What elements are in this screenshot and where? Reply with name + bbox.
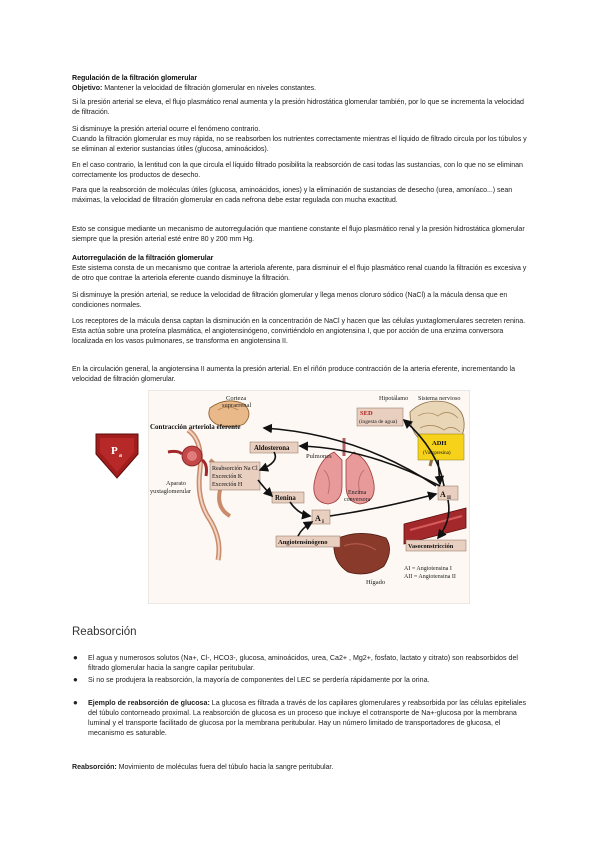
label-angiotensinogeno: Angiotensinógeno [278, 539, 328, 546]
label-aparato: Aparato [166, 480, 186, 487]
label-hipotalamo: Hipotálamo [379, 395, 409, 402]
objective-label: Objetivo: [72, 84, 103, 92]
label-yuxtaglomerular: yuxtaglomerular [150, 488, 191, 495]
section-title-autoregulation: Autorregulación de la filtración glomerular [72, 254, 214, 262]
label-excrecion-k: Excreción K [212, 474, 243, 480]
objective-text: Mantener la velocidad de filtración glomerular en niveles constantes. [102, 84, 317, 92]
label-enzima: Enzima [348, 490, 367, 496]
svg-text:Corteza: Corteza [226, 395, 247, 402]
label-pulmones: Pulmones [306, 453, 332, 460]
pa-label: P [111, 445, 118, 457]
section-title-reabsorption: Reabsorción [72, 626, 137, 638]
bullet-item [73, 698, 528, 738]
paragraph: Este sistema consta de un mecanismo que contrae la arteriola aferente, para disminuir el el flujo plasmático renal cuando la filtración es excesiva y de otro que contrae la arteriola eferente cuando disminuye la filtración. [72, 264, 527, 282]
definition-line [72, 762, 530, 772]
bullet-icon: ● [73, 675, 78, 684]
label-contraccion: Contracción arteriola eferente [150, 423, 241, 431]
label-conversora: conversora [344, 497, 371, 503]
definition-label: Reabsorción: [72, 763, 117, 771]
renin-angiotensin-diagram [148, 390, 470, 604]
paragraph: Cuando la filtración glomerular es muy rápida, no se reabsorben los nutrientes correctamente mientras el líquido de filtrado circula por los túbulos y se eliminan al exterior sustancias útiles (glucosa, aminoácidos). [72, 135, 527, 153]
svg-text:suprarrenal: suprarrenal [222, 402, 252, 409]
paragraph: Si disminuye la presión arterial ocurre el fenómeno contrario. [72, 125, 261, 133]
adh-box [418, 434, 464, 460]
bullet-item [73, 653, 528, 673]
bullet-icon: ● [73, 698, 78, 707]
label-sistema-nervioso: Sistema nervioso [418, 395, 461, 402]
paragraph: En el caso contrario, la lentitud con la que circula el líquido filtrado posibilita la reabsorción de casi todas las sustancias, con lo que no se eliminan correctamente los productos de desecho. [72, 161, 523, 179]
label-excrecion-h: Excreción H [212, 482, 243, 488]
legend-angiotensina-1: AI = Angiotensina I [404, 566, 452, 572]
objective-line [72, 83, 530, 93]
bullet-item [73, 675, 528, 685]
bullet-text: La glucosa es filtrada a través de los capilares glomerulares y reabsorbida por las células epiteliales del túbulo contorneado proximal. La reabsorción de glucosa es un proceso que incluye el cotransporte de Na+-glucosa por la membrana luminal y el transporte facilitado de glucosa por la membrana peritubular. Hay un número limitado de transportadores de glucosa, el mecanismo es saturable. [88, 699, 527, 737]
label-higado: Hígado [366, 579, 386, 586]
paragraph: Si la presión arterial se eleva, el flujo plasmático renal aumenta y la presión hidrostática glomerular también, por lo que se incrementa la velocidad de filtración. [72, 98, 524, 116]
section-title-regulation: Regulación de la filtración glomerular [72, 74, 198, 82]
paragraph: Si disminuye la presión arterial, se reduce la velocidad de filtración glomerular y llega menos cloruro sódico (NaCl) a la mácula densa que en condiciones normales. [72, 291, 508, 309]
label-sed: SED [360, 410, 373, 417]
label-vasoconstriccion: Vasoconstricción [408, 543, 454, 550]
pressure-down-arrow-icon [92, 432, 142, 480]
bullet-icon: ● [73, 653, 78, 662]
paragraph: Para que la reabsorción de moléculas útiles (glucosa, aminoácidos, iones) y la eliminación de sustancias de desecho (urea, amoníaco...) sean máximas, la velocidad de filtración glomerular en cada nefrona debe estar regulada con mucha exactitud. [72, 186, 513, 204]
paragraph: Los receptores de la mácula densa captan la disminución en la concentración de NaCl y hacen que las células yuxtaglomerulares secreten renina. Esta actúa sobre una proteína plasmática, el angiotensinógeno, convirtiéndolo en angiotensina I, que por acción de una enzima conversora localizada en los vasos pulmonares, se transforma en angiotensina II. [72, 317, 526, 345]
label-aldosterona: Aldosterona [254, 445, 290, 452]
bullet-text: Si no se produjera la reabsorción, la mayoría de componentes del LEC se perdería rápidamente por la orina. [88, 676, 430, 684]
paragraph: En la circulación general, la angiotensina II aumenta la presión arterial. En el riñón produce contracción de la arteria eferente, incrementando la velocidad de filtración glomerular. [72, 365, 515, 383]
label-ingesta: (ingesta de agua) [359, 419, 398, 425]
legend-angiotensina-2: AII = Angiotensina II [404, 574, 456, 580]
label-a2: A [440, 490, 446, 499]
definition-text: Movimiento de moléculas fuera del túbulo hacia la sangre peritubular. [116, 763, 334, 771]
pa-sub-label: a [119, 453, 122, 459]
bullet-text: El agua y numerosos solutos (Na+, Cl-, HCO3-, glucosa, aminoácidos, urea, Ca2+ , Mg2+, fosfato, lactato y citrato) son reabsorbidos del filtrado glomerular hacia la sangre capilar peritubular. [88, 654, 518, 672]
label-vasopresina: (Vasopresina) [423, 451, 451, 456]
label-a1: A [315, 514, 321, 523]
label-a2-sub: II [447, 496, 451, 501]
label-adh: ADH [432, 440, 447, 447]
label-a1-sub: I [322, 520, 324, 525]
label-reabsorcion: Reabsorción Na Cl [212, 466, 258, 472]
label-renina: Renina [275, 495, 296, 502]
paragraph: Esto se consigue mediante un mecanismo de autorregulación que mantiene constante el flujo plasmático renal y la presión hidrostática glomerular siempre que la presión arterial esté entre 80 y 200 mm Hg. [72, 225, 525, 243]
bullet-label: Ejemplo de reabsorción de glucosa: [88, 699, 210, 707]
